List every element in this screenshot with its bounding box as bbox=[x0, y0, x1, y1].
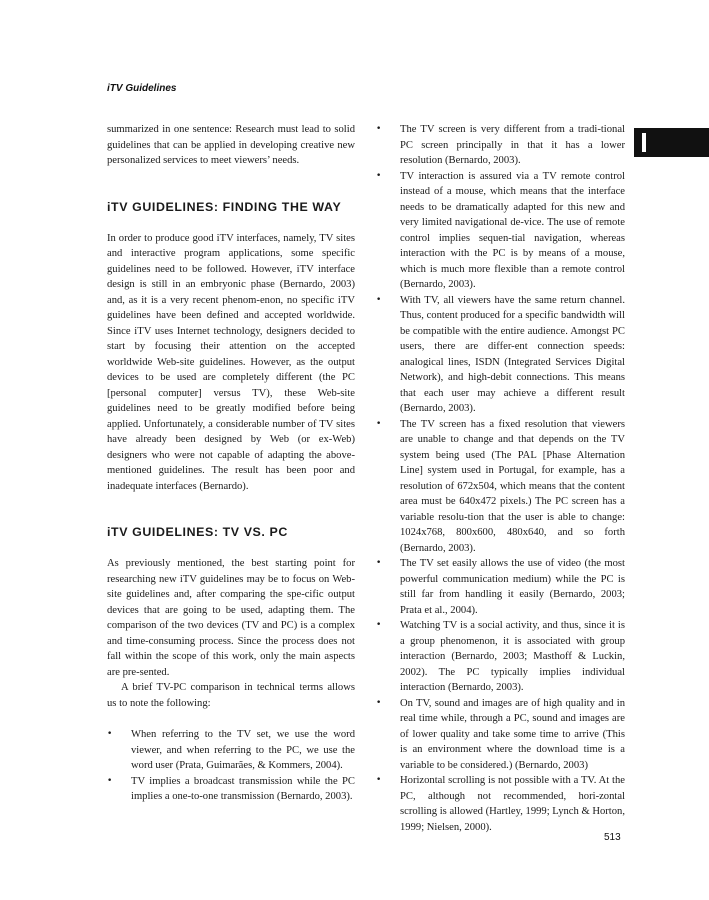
list-item bbox=[376, 618, 625, 696]
section-heading-finding-the-way: iTV GUIDELINES: FINDING THE WAY bbox=[107, 199, 342, 214]
list-item-text: When referring to the TV set, we use the word viewer, and when referring to the PC, we use the word user (Prata, Guimarães, & Kommers, 2004). bbox=[131, 729, 355, 771]
bullet-icon: • bbox=[376, 294, 382, 305]
list-item bbox=[376, 122, 625, 169]
right-column bbox=[376, 122, 625, 835]
list-item-text: With TV, all viewers have the same return channel. Thus, content produced for a specific bandwidth will be compatible with the entire audience. Amongst PC users, there are differ-ent connection speeds: analogical lines, ISDN (Integrated Services Digital Network), and high-debit connections. This means that each user may achieve a different result (Bernardo, 2003). bbox=[400, 294, 625, 414]
list-item bbox=[107, 727, 355, 774]
list-item bbox=[376, 417, 625, 557]
list-item-text: The TV set easily allows the use of video (the most powerful communication medium) while the PC is still far from handling it easily (Bernardo, 2003; Prata et al., 2004). bbox=[400, 558, 625, 616]
section-thumb-tab bbox=[634, 128, 709, 157]
right-bullet-list bbox=[376, 122, 625, 835]
roman-numeral-mark bbox=[642, 133, 646, 152]
list-item bbox=[376, 169, 625, 293]
paragraph-comparison-intro: A brief TV-PC comparison in technical terms allows us to note the following: bbox=[107, 682, 355, 709]
left-column bbox=[107, 122, 355, 805]
list-item-text: The TV screen has a fixed resolution that viewers are unable to change and that depends on the TV system being used (The PAL [Phase Alternation Line] system used in Portugal, for example, has a resolution of 672x504, which means that the content area must be 640x472 pixels.) The PC screen has a variable resolu-tion that the user is able to change: 1024x768, 800x600, 480x640, and so forth (Bernardo, 2003). bbox=[400, 418, 625, 554]
list-item-text: Watching TV is a social activity, and thus, since it is a group phenomenon, it is associated with group interaction (Bernardo, 2003; Masthoff & Luckin, 2002). The PC typically implies individual interaction (Bernardo, 2003). bbox=[400, 620, 625, 693]
bullet-icon: • bbox=[107, 729, 113, 739]
list-item-text: The TV screen is very different from a tradi-tional PC screen principally in that it has a lower resolution (Bernardo, 2003). bbox=[400, 124, 625, 166]
list-item-text: TV implies a broadcast transmission while the PC implies a one-to-one transmission (Bernardo, 2003). bbox=[131, 775, 355, 802]
section-heading-tv-vs-pc: iTV GUIDELINES: TV VS. PC bbox=[107, 525, 288, 539]
bullet-icon: • bbox=[376, 124, 382, 134]
running-head: iTV Guidelines bbox=[107, 83, 177, 94]
list-item-text: On TV, sound and images are of high quality and in real time while, through a PC, sound and images are of lower quality and take some time to arrive (This is an environment where the download time is a variable to be considered.) (Bernardo, 2003) bbox=[400, 697, 625, 771]
bullet-icon: • bbox=[376, 697, 382, 708]
page-number: 513 bbox=[604, 832, 621, 843]
bullet-icon: • bbox=[107, 775, 113, 786]
left-bullet-list bbox=[107, 727, 355, 805]
bullet-icon: • bbox=[376, 170, 382, 181]
list-item bbox=[107, 774, 355, 805]
list-item-text: TV interaction is assured via a TV remote control instead of a mouse, which means that the interface needs to be dramatically adapted for this new and very limited navigational de-vice. The use of remote control implies sequen-tial navigation, whereas interaction with the PC is by means of a mouse, which is much more flexible than a remote control (Bernardo, 2003). bbox=[400, 170, 625, 290]
intro-paragraph: summarized in one sentence: Research must lead to solid guidelines that can be applied in developing creative new personalized services to meet viewers’ needs. bbox=[107, 124, 355, 166]
bullet-icon: • bbox=[376, 775, 382, 785]
list-item bbox=[376, 773, 625, 835]
list-item bbox=[376, 696, 625, 774]
paragraph-tv-vs-pc: As previously mentioned, the best starting point for researching new iTV guidelines may be to focus on Web-site guidelines and, after comparing the spe-cific output devices that are going to be used, adapting them. The comparison of the two devices (TV and PC) is a complex and time-consuming process. Since the process does not fall within the scope of this work, only the main aspects are pre-sented. bbox=[107, 558, 355, 678]
list-item-text: Horizontal scrolling is not possible with a TV. At the PC, although not recommended, hori-zontal scrolling is allowed (Hartley, 1999; Lynch & Horton, 1999; Nielsen, 2000). bbox=[400, 775, 625, 833]
bullet-icon: • bbox=[376, 620, 382, 630]
list-item bbox=[376, 556, 625, 618]
bullet-icon: • bbox=[376, 418, 382, 429]
list-item bbox=[376, 293, 625, 417]
bullet-icon: • bbox=[376, 558, 382, 568]
paragraph-finding-the-way: In order to produce good iTV interfaces, namely, TV sites and interactive program applications, some specific guidelines need to be followed. However, iTV interface design is still in an embryonic phase (Bernardo, 2003) and, as it is a very recent phenom-enon, no specific iTV guidelines have been defined and accepted worldwide. Since iTV uses Internet technology, designers decided to start by focusing their attention on the accepted worldwide Web-site guidelines. However, as the output devices to be used are completely different (the PC [personal computer] versus TV), these Web-site guidelines need to be greatly modified before being applied. Unfortunately, a considerable number of TV sites have already been designed by Web (or ex-Web) designers who were not capable of adapting the above-mentioned guidelines. The result has been poor and inadequate interfaces (Bernardo). bbox=[107, 232, 355, 492]
